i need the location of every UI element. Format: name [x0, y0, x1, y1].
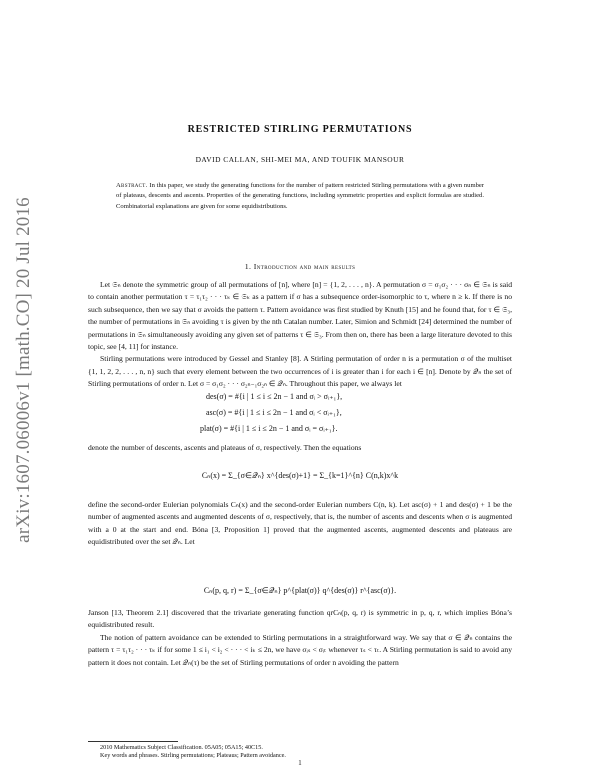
paper-title: RESTRICTED STIRLING PERMUTATIONS: [187, 124, 413, 135]
arxiv-stamp: [6, 160, 42, 580]
paragraph-5-6-block: [88, 607, 512, 669]
paragraph-6: The notion of pattern avoidance can be extended to Stirling permutations in a straightforward way. We say that σ ∈ 𝒬ₙ contains the pattern τ = τ₁τ₂ · · · τₖ if for some 1 ≤ i₁ < i₂ < · · · < iₖ ≤ 2n, we have σᵢₛ < σᵢₜ whenever τₛ < τₜ. A Stirling permutation is said to avoid any pattern it does not contain. Let 𝒬ₙ(τ) be the set of Stirling permutations of order n avoiding the pattern: [88, 632, 512, 667]
abstract-text: In this paper, we study the generating functions for the number of pattern restricted Stirling permutations with a given number of plateaus, descents and ascents. Properties of the generating functions, including symmetric properties and explicit formulas are studied. Combinatorial explanations are given for some equidistributions.: [116, 182, 484, 210]
paragraph-4-block: [88, 499, 512, 549]
footnote-msc: 2010 Mathematics Subject Classification. 05A05; 05A15; 40C15.: [100, 744, 263, 751]
footnote-keywords: Key words and phrases. Stirling permutations; Plateaus; Pattern avoidance.: [100, 752, 286, 759]
equation-cnpqr: Cₙ(p, q, r) = Σ_{σ∈𝒬ₙ} p^{plat(σ)} q^{des(σ)} r^{asc(σ)}.: [203, 586, 397, 595]
paragraph-4: define the second-order Eulerian polynomials Cₙ(x) and the second-order Eulerian numbers C(n, k). Let asc(σ) + 1 and des(σ) + 1 be the number of augmented ascents and augmented descents of σ, respectively, that is, the number of ascents and descents when σ is augmented with a 0 at the start and end. Bóna [3, Proposition 1] proved that the augmented ascents, augmented descents and plateaus are equidistributed over the set 𝒬ₙ. Let: [88, 500, 512, 547]
paragraph-3: denote the number of descents, ascents and plateaus of σ, respectively. Then the equations: [88, 443, 362, 452]
equation-des: des(σ) = #{i | 1 ≤ i ≤ 2n − 1 and σᵢ > σᵢ₊₁},: [206, 392, 343, 401]
equation-cn: Cₙ(x) = Σ_{σ∈𝒬ₙ} x^{des(σ)+1} = Σ_{k=1}^{n} C(n,k)x^k: [201, 471, 399, 480]
section-heading: 1. Introduction and main results: [244, 262, 356, 271]
footnote-rule: [88, 741, 178, 742]
paragraph-3-block: [88, 442, 512, 454]
paper-authors: DAVID CALLAN, SHI-MEI MA, AND TOUFIK MANSOUR: [195, 155, 405, 164]
page-number: 1: [298, 760, 302, 767]
paragraph-1: Let 𝔖ₙ denote the symmetric group of all permutations of [n], where [n] = {1, 2, . . . , n}. A permutation σ = σ₁σ₂ · · · σₙ ∈ 𝔖ₙ is said to contain another permutation τ = τ₁τ₂ · · · τₖ ∈ 𝔖ₖ as a pattern if σ has a subsequence order-isomorphic to τ, where n ≥ k. If there is no such subsequence, then we say that σ avoids the pattern τ. Pattern avoidance was first studied by Knuth [15] and he found that, for τ ∈ 𝔖₃, the number of permutations in 𝔖ₙ avoiding τ is given by the nth Catalan number. Later, Simion and Schmidt [24] determined the number of permutations in 𝔖ₙ simultaneously avoiding any given set of patterns τ ∈ 𝔖₃. From then on, there has been a large literature devoted to this topic, see [4, 11] for instance.: [88, 280, 512, 352]
equation-plat: plat(σ) = #{i | 1 ≤ i ≤ 2n − 1 and σᵢ = σᵢ₊₁}.: [200, 424, 338, 433]
paragraph-2: Stirling permutations were introduced by Gessel and Stanley [8]. A Stirling permutation of order n is a permutation σ of the multiset {1, 1, 2, 2, . . . , n, n} such that every element between the two occurrences of i is greater than i for each i ∈ [n]. Denote by 𝒬ₙ the set of Stirling permutations of order n. Let σ = σ₁σ₂ · · · σ₂ₙ₋₁σ₂ₙ ∈ 𝒬ₙ. Throughout this paper, we always let: [88, 354, 512, 389]
equation-asc: asc(σ) = #{i | 1 ≤ i ≤ 2n − 1 and σᵢ < σᵢ₊₁},: [206, 408, 342, 417]
abstract-label: Abstract.: [116, 182, 148, 189]
arxiv-stamp-text: arXiv:1607.06006v1 [math.CO] 20 Jul 2016: [13, 197, 34, 543]
intro-body: [88, 279, 512, 391]
paragraph-5: Janson [13, Theorem 2.1] discovered that the trivariate generating function qrCₙ(p, q, r) is symmetric in p, q, r, which implies Bóna’s equidistributed result.: [88, 608, 512, 630]
abstract: [116, 181, 484, 212]
